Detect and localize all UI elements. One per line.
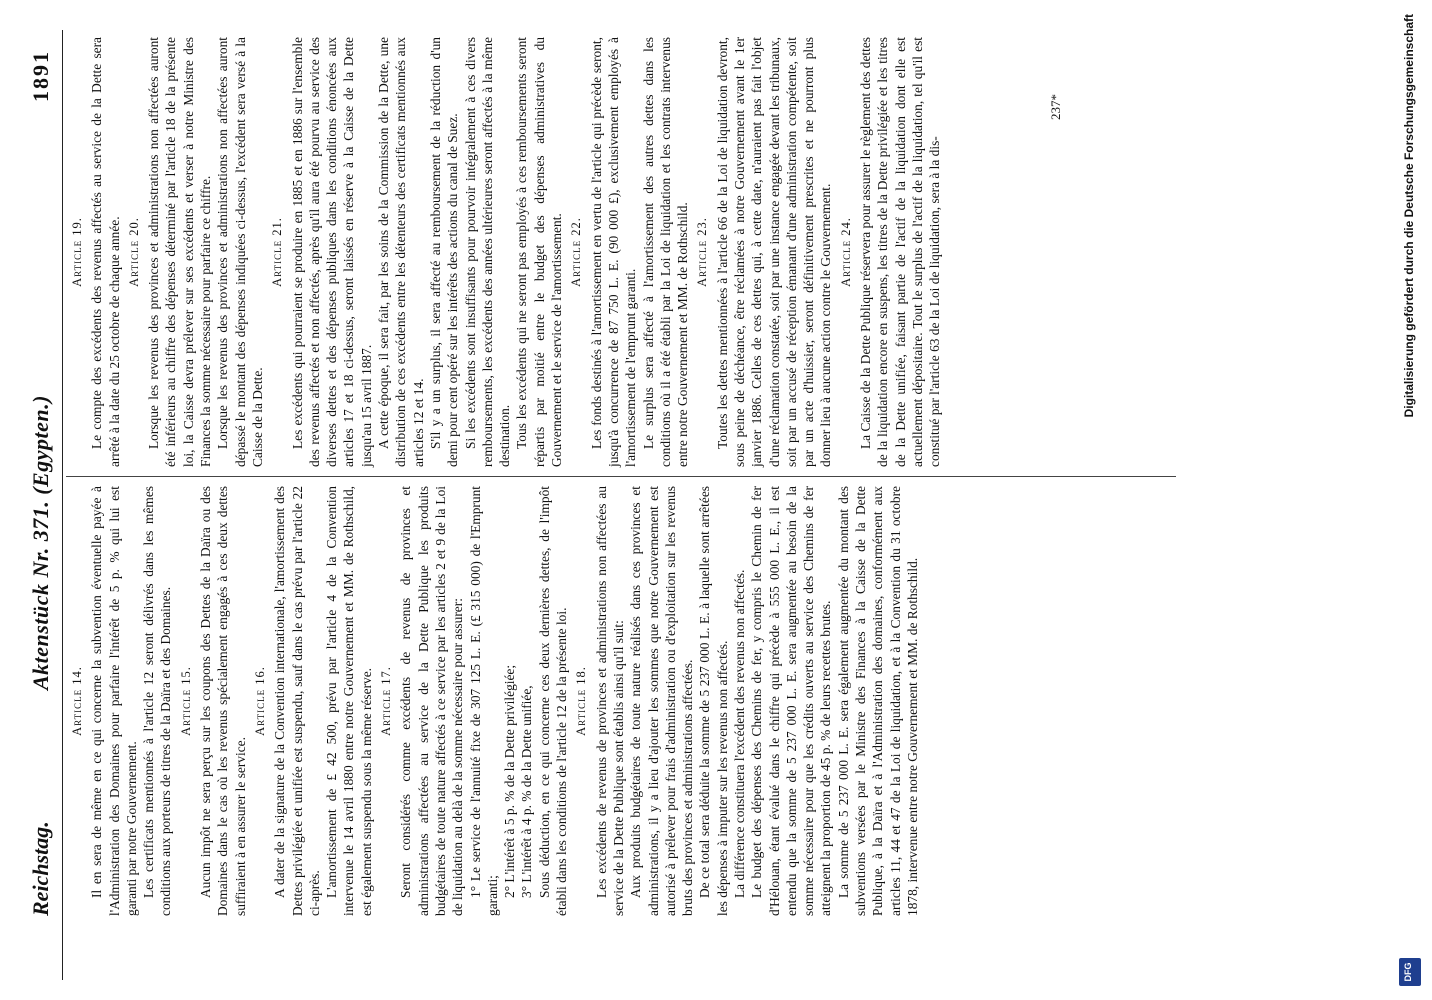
article-heading: Article 15. — [178, 666, 193, 736]
article-heading: Article 20. — [126, 217, 141, 287]
article-paragraph: Lorsque les revenus des provinces et administrations non affectées auront été inférieurs au chiffre des dépenses déterminé par l'article 18 de la présente loi, la Caisse devra prélever sur ses excédents et verser à notre Ministre des Finances la somme nécessaire pour parfaire ce chiffre. — [146, 37, 214, 467]
page-number: 237* — [1048, 94, 1063, 120]
article-paragraph: Il en sera de même en ce qui concerne la subvention éventuelle payée à l'Administration des Domaines pour parfaire l'intérêt de 5 p. % qui lui est garanti par notre Gouvernement. — [89, 486, 139, 916]
article-paragraph: Le surplus sera affecté à l'amortissement des autres dettes dans les conditions où il a été établi par la Loi de liquidation et les contrats intervenus entre notre Gouvernement et MM. de Rothschild. — [640, 37, 691, 467]
article-paragraph: 1° Le service de l'annuité fixe de 307 125 L. E. (£ 315 000) de l'Emprunt garanti; — [467, 486, 500, 916]
article-heading: Article 16. — [252, 666, 267, 736]
article-paragraph: Les certificats mentionnés à l'article 12 seront délivrés dans les mêmes conditions aux porteurs de titres de la Daïra et des Domaines. — [141, 486, 174, 916]
article-heading: Article 18. — [574, 666, 589, 736]
article-paragraph: Toutes les dettes mentionnées à l'article 66 de la Loi de liquidation devront, sous peine de déchéance, être réclamées à notre Gouvernement avant le 1er janvier 1886. Celles de ces dettes qui, à cette date, n'auraient pas fait l'objet d'une réclamation constatée, soit par une instance engagée devant les tribunaux, soit par un accusé de réception émanant d'une administration compétente, soit par un acte d'huissier, seront définitivement prescrites et ne pourront plus donner lieu à aucune action contre le Gouvernement. — [714, 37, 834, 467]
article-paragraph: Si les excédents sont insuffisants pour pourvoir intégralement à ces divers remboursements, les excédents des années ultérieures seront affectés à la même destination. — [462, 37, 513, 467]
dfg-logo-label: DFG — [1403, 962, 1413, 982]
article-paragraph: Les excédents qui pourraient se produire en 1885 et en 1886 sur l'ensemble des revenus affectés et non affectés, après qu'il aura été pourvu au service des diverses dettes et des dépenses publiques dans les conditions énoncées aux articles 17 et 18 ci-dessus, seront laissés en réserve à la Caisse de la Dette jusqu'au 15 avril 1887. — [289, 37, 374, 467]
digitization-footer — [1394, 0, 1428, 1000]
article-heading: Article 17. — [379, 666, 394, 736]
article-paragraph: De ce total sera déduite la somme de 5 237 000 L. E. à laquelle sont arrêtées les dépenses à imputer sur les revenus non affectés. — [697, 486, 730, 916]
article-paragraph: La différence constituera l'excédent des revenus non affectés. — [731, 569, 747, 898]
right-column — [66, 37, 944, 467]
article-heading: Article 23. — [695, 217, 710, 287]
article-paragraph: Tous les excédents qui ne seront pas employés à ces remboursements seront répartis par moitié entre le budget des dépenses administratives du Gouvernement et le service de l'amortissement. — [514, 37, 565, 467]
header-center: Aktenstück Nr. 371. (Egypten.) — [28, 395, 53, 690]
article-paragraph: Lorsque les revenus des provinces et administrations non affectées auront dépassé le montant des dépenses indiquées ci-dessus, l'excédent sera versé à la Caisse de la Dette. — [215, 37, 265, 467]
article-heading: Article 22. — [569, 217, 584, 287]
column-divider — [66, 476, 1176, 477]
article-paragraph: Le compte des excédents des revenus affectés au service de la Dette sera arrêté à la date du 25 octobre de chaque année. — [89, 37, 122, 467]
article-paragraph: 2° L'intérêt à 5 p. % de la Dette privilégiée; — [502, 664, 518, 898]
article-paragraph: Les excédents de revenus de provinces et administrations non affectées au service de la Dette Publique sont établis ainsi qu'il suit: — [593, 486, 626, 916]
running-head — [22, 30, 63, 980]
dfg-logo — [1399, 958, 1421, 986]
article-paragraph: La somme de 5 237 000 L. E. sera également augmentée du montant des subventions versées par le Ministre des Finances à la Caisse de la Dette Publique, à la Daïra et à l'Administration des domaines, conformément aux articles 11, 44 et 47 de la Loi de liquidation, et à la Convention du 31 octobre 1878, intervenue entre notre Gouvernement et MM. de Rothschild. — [835, 486, 920, 916]
article-paragraph: S'il y a un surplus, il sera affecté au remboursement de la réduction d'un demi pour cent opéré sur les intérêts des actions du canal de Suez. — [427, 37, 461, 467]
article-paragraph: A cette époque, il sera fait, par les soins de la Commission de la Dette, une distribution de ces excédents entre les détenteurs des certificats mentionnés aux articles 12 et 14. — [376, 37, 426, 467]
left-column — [66, 486, 921, 916]
article-heading: Article 14. — [70, 666, 84, 736]
article-paragraph: Aux produits budgétaires de toute nature réalisés dans ces provinces et administrations, il y a lieu d'ajouter les sommes que notre Gouvernement est autorisé à prélever pour frais d'administration ou d'exploitation sur les revenus bruts des provinces et administrations affectées. — [628, 486, 696, 916]
article-heading: Article 24. — [838, 217, 853, 287]
footer-text: Digitalisierung gefördert durch die Deutsche Forschungsgemeinschaft — [1402, 14, 1416, 418]
article-paragraph: Les fonds destinés à l'amortissement en vertu de l'article qui précède seront, jusqu'à concurrence de 87 750 L. E. (90 000 £), exclusivement employés à l'amortissement de l'emprunt garanti. — [588, 37, 639, 467]
article-paragraph: La Caisse de la Dette Publique réservera pour assurer le règlement des dettes de la liquidation encore en suspens, les titres de la Dette privilégiée et les titres de la Dette unifiée, faisant partie de l'actif de la liquidation dont elle est actuellement dépositaire. Tout le surplus de l'actif de la liquidation, tel qu'il est constitué par l'article 63 de la Loi de liquidation, sera à la dis- — [858, 37, 943, 467]
article-paragraph: 3° L'intérêt à 4 p. % de la Dette unifiée, — [519, 685, 535, 898]
header-left: Reichstag. — [28, 821, 53, 916]
article-paragraph: Seront considérés comme excédents de revenus de provinces et administrations affectées au service de la Dette Publique les produits budgétaires de toute nature affectés à ce service par les articles 2 et 9 de la Loi de liquidation au delà de la somme nécessaire pour assurer: — [398, 486, 466, 916]
article-paragraph: Le budget des dépenses des Chemins de fer, y compris le Chemin de fer d'Hélouan, étant évalué dans le chiffre qui précède à 555 000 L. E., il est entendu que la somme de 5 237 000 L. E. sera augmentée au besoin de la somme nécessaire pour que les crédits ouverts au service des Chemins de fer atteignent la proportion de 45 p. % de leurs recettes brutes. — [749, 486, 834, 916]
article-heading: Article 19. — [70, 217, 84, 287]
header-year: 1891 — [28, 50, 53, 102]
article-paragraph: Aucun impôt ne sera perçu sur les coupons des Dettes de la Daïra ou des Domaines dans le cas où les revenus spécialement engagés à ces deux dettes suffiraient à en assurer le service. — [198, 486, 248, 916]
article-paragraph: L'amortissement de £ 42 500, prévu par l'article 4 de la Convention intervenue le 14 avril 1880 entre notre Gouvernement et MM. de Rothschild, est également suspendu sous la même réserve. — [324, 486, 374, 916]
article-paragraph: A dater de la signature de la Convention internationale, l'amortissement des Dettes privilégiée et unifiée est suspendu, sauf dans le cas prévu par l'article 22 ci-après. — [272, 486, 322, 916]
article-paragraph: Sous déduction, en ce qui concerne ces deux dernières dettes, de l'impôt établi dans les conditions de l'article 12 de la présente loi. — [536, 486, 570, 916]
article-heading: Article 21. — [270, 217, 285, 287]
